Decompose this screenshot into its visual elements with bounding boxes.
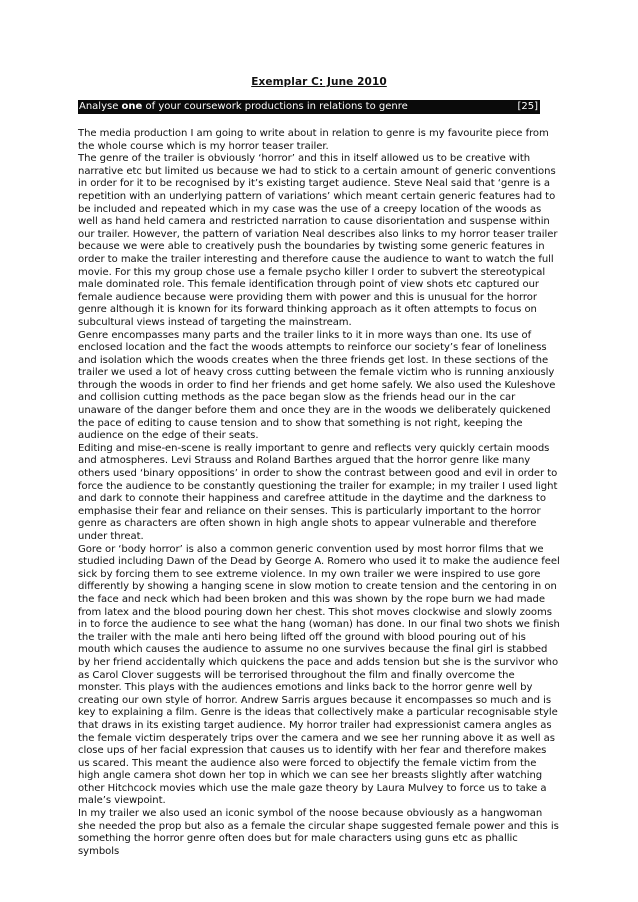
question-emphasis: one: [121, 101, 143, 112]
essay-body: [78, 128, 560, 858]
paragraph: Genre encompasses many parts and the trailer links to it in more ways than one. Its use of enclosed location and the fact the woods attempts to reinforce our society’s fear of loneliness and isolation which the woods creates when the three friends get lost. In these sections of the trailer we used a lot of heavy cross cutting between the female victim who is running anxiously through the woods in order to find her friends and get home safely. We also used the Kuleshove and collision cutting methods as the pace began slow as the friends head our in the car unaware of the danger before them and once they are in the woods we deliberately quickened the pace of editing to cause tension and to show that something is not right, keeping the audience on the edge of their seats.: [78, 329, 556, 442]
question-marks: [25]: [517, 101, 538, 112]
paragraph: The media production I am going to write about in relation to genre is my favourite piece from the whole course which is my horror teaser trailer.: [78, 128, 549, 152]
question-prefix: Analyse: [79, 101, 122, 112]
paragraph: The genre of the trailer is obviously ‘horror’ and this in itself allowed us to be creative with narrative etc but limited us because we had to stick to a certain amount of generic conventions in order for it to be recognised by it’s existing target audience. Steve Neal said that ‘genre is a repetition with an underlying pattern of variations’ which meant certain generic features had to be included and repeated which in my case was the use of a creepy location of the woods as well as hand held camera and restricted narration to cause disorientation and suspense within our trailer. However, the pattern of variation Neal describes also links to my horror teaser trailer because we were able to creatively push the boundaries by twisting some generic features in order to make the trailer interesting and therefore cause the audience to want to watch the full movie. For this my group chose use a female psycho killer I order to subvert the stereotypical male dominated role. This female identification through point of view shots etc captured our female audience because were providing them with power and this is unusual for the horror genre although it is known for its forward thinking approach as it often attempts to focus on subcultural views instead of targeting the mainstream.: [78, 153, 558, 328]
question-banner: [78, 100, 540, 114]
paragraph: Editing and mise-en-scene is really important to genre and reflects very quickly certain moods and atmospheres. Levi Strauss and Roland Barthes argued that the horror genre like many others used ‘binary oppositions’ in order to show the contrast between good and evil in order to force the audience to be constantly questioning the trailer for example; in my trailer I used light and dark to connote their happiness and carefree attitude in the daytime and the darkness to emphasise their fear and reliance on their senses. This is particularly important to the horror genre as characters are often shown in high angle shots to appear vulnerable and therefore under threat.: [78, 442, 558, 542]
page-title: Exemplar C: June 2010: [251, 76, 387, 88]
paragraph: Gore or ‘body horror’ is also a common generic convention used by most horror films that we studied including Dawn of the Dead by George A. Romero who used it to make the audience feel sick by forcing them to see extreme violence. In my own trailer we were inspired to use gore differently by showing a hanging scene in slow motion to create tension and the centoring in on the face and neck which had been broken and this was shown by the rope burn we had made from latex and the blood pouring down her chest. This shot moves clockwise and slowly zooms in to force the audience to see what the hang (woman) has done. In our final two shots we finish the trailer with the male anti hero being lifted off the ground with blood pouring out of his mouth which causes the audience to assume no one survives because the final girl is stabbed by her friend accidentally which quickens the pace and adds tension but she is the survivor who as Carol Clover suggests will be terrorised throughout the film and finally overcome the monster. This plays with the audiences emotions and links back to the horror genre well by creating our own style of horror. Andrew Sarris argues because it encompasses so much and is key to explaining a film. Genre is the ideas that collectively make a particular recognisable style that draws in its existing target audience. My horror trailer had expressionist camera angles as the female victim desperately trips over the camera and we see her running above it as well as close ups of her facial expression that causes us to identify with her fear and therefore makes us scared. This meant the audience also were forced to objectify the female victim from the high angle camera shot down her top in which we can see her breasts slightly after watching other Hitchcock movies which use the male gaze theory by Laura Mulvey to force us to take a male’s viewpoint.: [78, 543, 560, 807]
question-suffix: of your coursework productions in relations to genre: [142, 101, 408, 112]
paragraph: In my trailer we also used an iconic symbol of the noose because obviously as a hangwoman she needed the prop but also as a female the circular shape suggested female power and this is something the horror genre often does but for male characters using guns etc as phallic symbols: [78, 808, 559, 857]
